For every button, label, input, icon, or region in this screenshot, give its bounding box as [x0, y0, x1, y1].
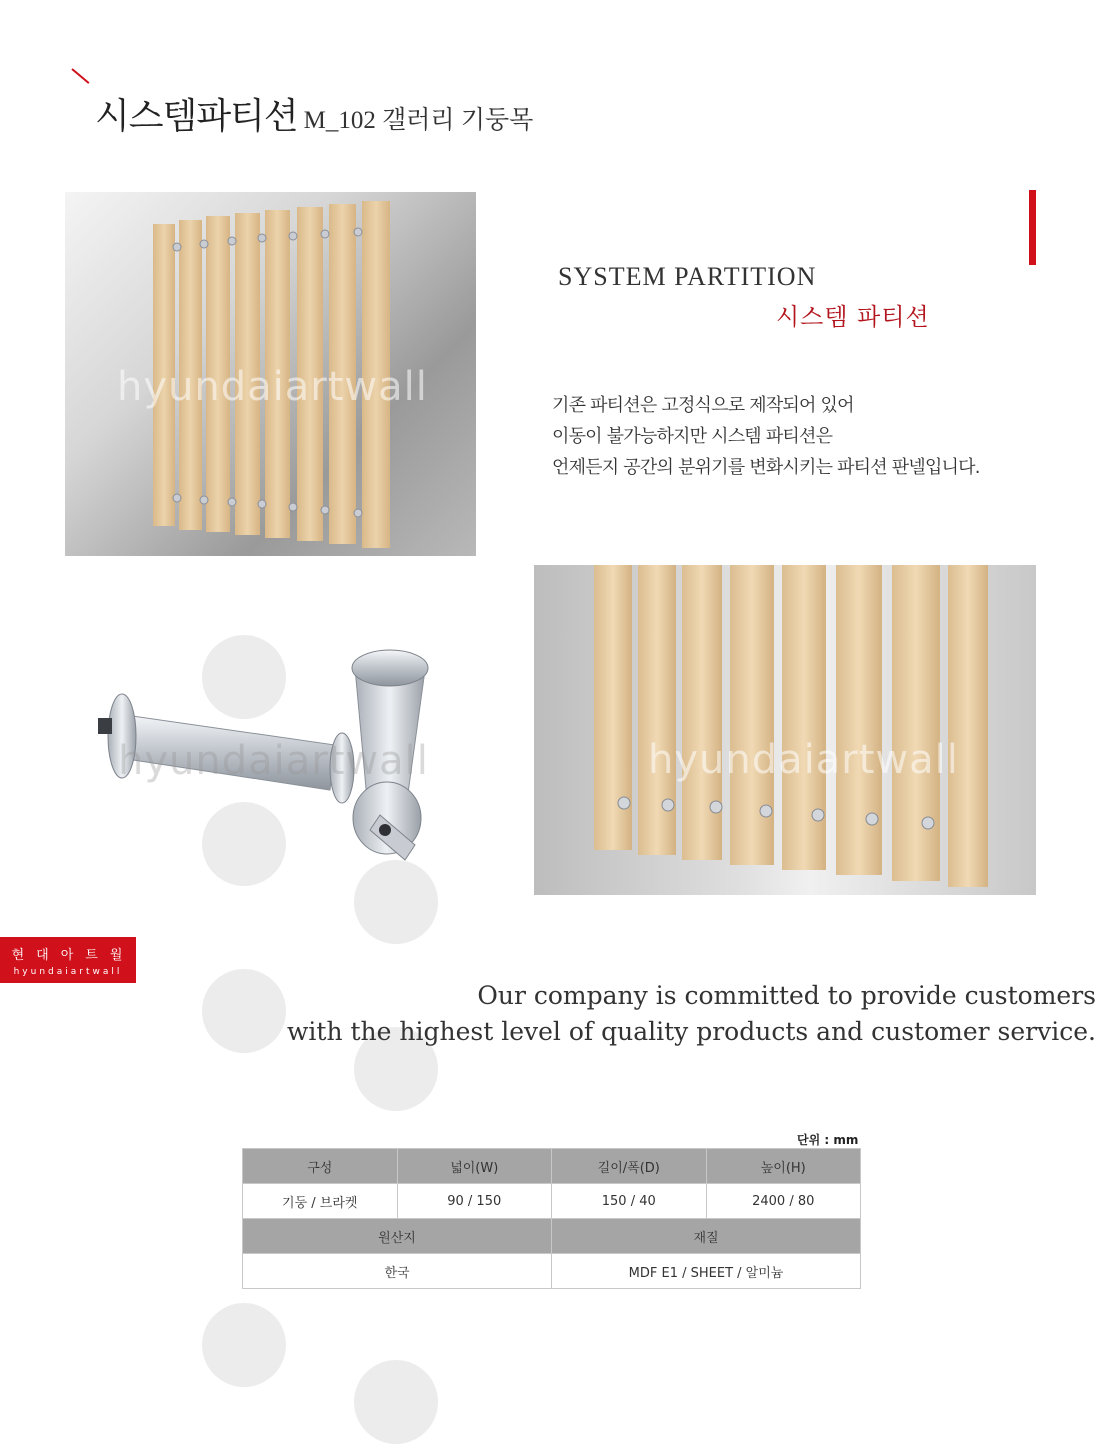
spec-header-cell: 구성 [243, 1149, 398, 1184]
spec-row [243, 1254, 861, 1289]
system-partition-heading-ko: 시스템 파티션 [776, 303, 930, 331]
slogan-line-2: with the highest level of quality products and customer service. [287, 1017, 1096, 1046]
page-title-sub: M_102 갤러리 기둥목 [303, 107, 534, 134]
spec-header-cell: 높이(H) [706, 1149, 861, 1184]
watermark-text: hyundaiartwall [118, 738, 429, 784]
product-description [552, 390, 980, 483]
decorative-circle [202, 969, 286, 1053]
title-accent-slash [71, 68, 89, 84]
spec-header-row [243, 1219, 861, 1254]
spec-header-cell: 재질 [552, 1219, 861, 1254]
brand-badge-en: hyundaiartwall [13, 967, 123, 977]
spec-header-cell: 길이/폭(D) [552, 1149, 707, 1184]
page-title-main: 시스템파티션 [95, 96, 298, 137]
brand-badge [0, 937, 136, 983]
bracket-photo [80, 640, 480, 880]
unit-label: 단위 : mm [797, 1133, 859, 1147]
description-line: 언제든지 공간의 분위기를 변화시키는 파티션 판넬입니다. [552, 457, 980, 478]
system-partition-heading: SYSTEM PARTITION [558, 262, 817, 291]
spec-cell: 기둥 / 브라켓 [243, 1184, 398, 1219]
spec-row [243, 1184, 861, 1219]
page-title [95, 88, 533, 139]
decorative-circle [354, 1360, 438, 1444]
decorative-circle [202, 1303, 286, 1387]
watermark-text: hyundaiartwall [648, 737, 959, 783]
company-slogan [287, 978, 1096, 1050]
spec-cell: 150 / 40 [552, 1184, 707, 1219]
spec-cell: MDF E1 / SHEET / 알미늄 [552, 1254, 861, 1289]
description-line: 기존 파티션은 고정식으로 제작되어 있어 [552, 395, 854, 416]
spec-cell: 2400 / 80 [706, 1184, 861, 1219]
slogan-line-1: Our company is committed to provide customers [477, 981, 1096, 1010]
spec-header-cell: 넓이(W) [397, 1149, 552, 1184]
partition-photo [65, 192, 476, 556]
posts-closeup-photo [534, 565, 1036, 895]
spec-header-cell: 원산지 [243, 1219, 552, 1254]
spec-table [242, 1148, 861, 1289]
spec-cell: 한국 [243, 1254, 552, 1289]
spec-cell: 90 / 150 [397, 1184, 552, 1219]
watermark-text: hyundaiartwall [117, 364, 428, 410]
description-line: 이동이 불가능하지만 시스템 파티션은 [552, 426, 833, 447]
posts-closeup-illustration [534, 565, 1036, 895]
spec-header-row [243, 1149, 861, 1184]
red-accent-bar [1029, 190, 1036, 265]
brand-badge-ko: 현대아트월 [11, 948, 135, 963]
